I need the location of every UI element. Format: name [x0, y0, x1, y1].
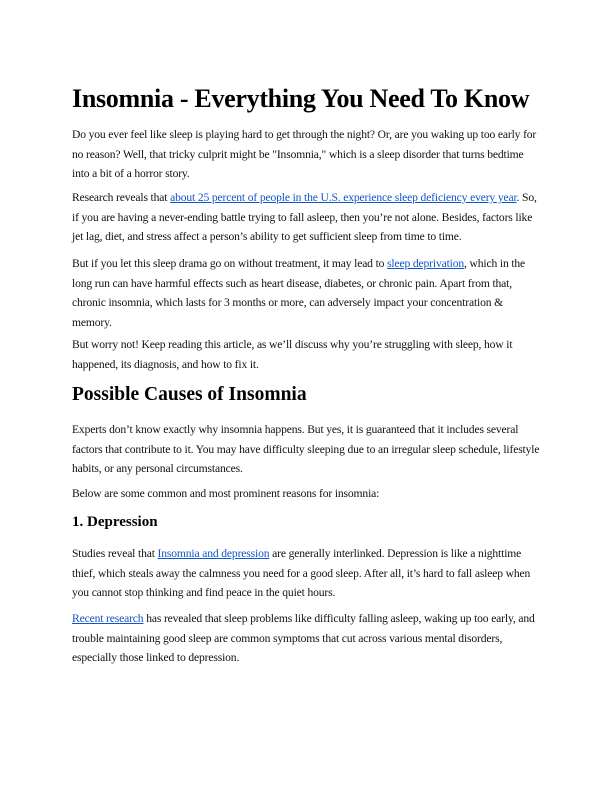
text-segment: But if you let this sleep drama go on without treatment, it may lead to: [72, 257, 388, 270]
paragraph: [72, 188, 552, 247]
text-segment: long run can have harmful effects such as heart disease, diabetes, or chronic pain. Apart from that,: [72, 276, 512, 290]
text-segment: habits, or any personal circumstances.: [72, 462, 243, 476]
text-segment: Research reveals that: [72, 191, 171, 204]
text-line: [72, 145, 552, 165]
text-line: [72, 629, 552, 649]
paragraph: [72, 484, 552, 504]
inline-link[interactable]: Insomnia and depression: [157, 547, 270, 560]
paragraph: [72, 254, 552, 332]
text-segment: if you are having a never-ending battle trying to fall asleep, then you’re not alone. Besides, factors like: [72, 210, 533, 224]
text-line: [72, 335, 552, 355]
text-segment: especially those linked to depression.: [72, 651, 240, 665]
paragraph: [72, 125, 552, 184]
text-segment: Do you ever feel like sleep is playing hard to get through the night? Or, are you waking up too early for: [72, 128, 537, 141]
text-segment: has revealed that sleep problems like difficulty falling asleep, waking up too early, and: [143, 612, 535, 625]
text-line: [72, 609, 552, 629]
text-segment: . So,: [516, 191, 537, 204]
page-title: Insomnia - Everything You Need To Know: [72, 84, 530, 113]
text-line: [72, 544, 552, 564]
text-segment: Studies reveal that: [72, 547, 158, 560]
text-segment: happened, its diagnosis, and how to fix it.: [72, 357, 259, 371]
text-line: [72, 227, 552, 247]
text-segment: factors that contribute to it. You may have difficulty sleeping due to an irregular sleep schedule, lifestyle: [72, 442, 540, 456]
text-line: [72, 648, 552, 668]
paragraph: [72, 335, 552, 374]
text-line: [72, 564, 552, 584]
text-line: [72, 188, 552, 208]
section-heading: Possible Causes of Insomnia: [72, 384, 307, 405]
text-segment: But worry not! Keep reading this article, as we’ll discuss why you’re struggling with sleep, how it: [72, 338, 513, 351]
text-segment: thief, which steals away the calmness you need for a good sleep. After all, it’s hard to fall asleep when: [72, 566, 531, 580]
text-segment: trouble maintaining good sleep are common symptoms that cut across various mental disorders,: [72, 631, 503, 645]
text-segment: no reason? Well, that tricky culprit might be "Insomnia," which is a sleep disorder that turns bedtime: [72, 147, 524, 161]
paragraph: [72, 420, 552, 479]
text-segment: memory.: [72, 315, 112, 329]
inline-link[interactable]: sleep deprivation: [387, 257, 465, 270]
inline-link[interactable]: about 25 percent of people in the U.S. experience sleep deficiency every year: [170, 191, 517, 204]
text-line: [72, 313, 552, 333]
text-line: [72, 164, 552, 184]
text-line: [72, 440, 552, 460]
text-segment: into a bit of a horror story.: [72, 167, 190, 181]
text-line: [72, 459, 552, 479]
text-line: [72, 583, 552, 603]
text-segment: are generally interlinked. Depression is like a nighttime: [269, 547, 522, 560]
text-segment: Below are some common and most prominent reasons for insomnia:: [72, 487, 380, 500]
text-line: [72, 484, 552, 504]
text-segment: chronic insomnia, which lasts for 3 months or more, can adversely impact your concentration &: [72, 296, 504, 310]
text-line: [72, 254, 552, 274]
text-segment: jet lag, diet, and stress affect a person’s ability to get sufficient sleep from time to time.: [72, 230, 462, 244]
text-line: [72, 208, 552, 228]
text-line: [72, 420, 552, 440]
paragraph: [72, 544, 552, 603]
text-line: [72, 125, 552, 145]
text-line: [72, 274, 552, 294]
paragraph: [72, 609, 552, 668]
text-line: [72, 293, 552, 313]
text-segment: Experts don’t know exactly why insomnia happens. But yes, it is guaranteed that it includes several: [72, 423, 519, 436]
text-line: [72, 355, 552, 375]
text-segment: , which in the: [464, 257, 526, 270]
inline-link[interactable]: Recent research: [72, 612, 144, 625]
subsection-heading: 1. Depression: [72, 514, 158, 530]
text-segment: you cannot stop thinking and find peace in the quiet hours.: [72, 586, 336, 600]
